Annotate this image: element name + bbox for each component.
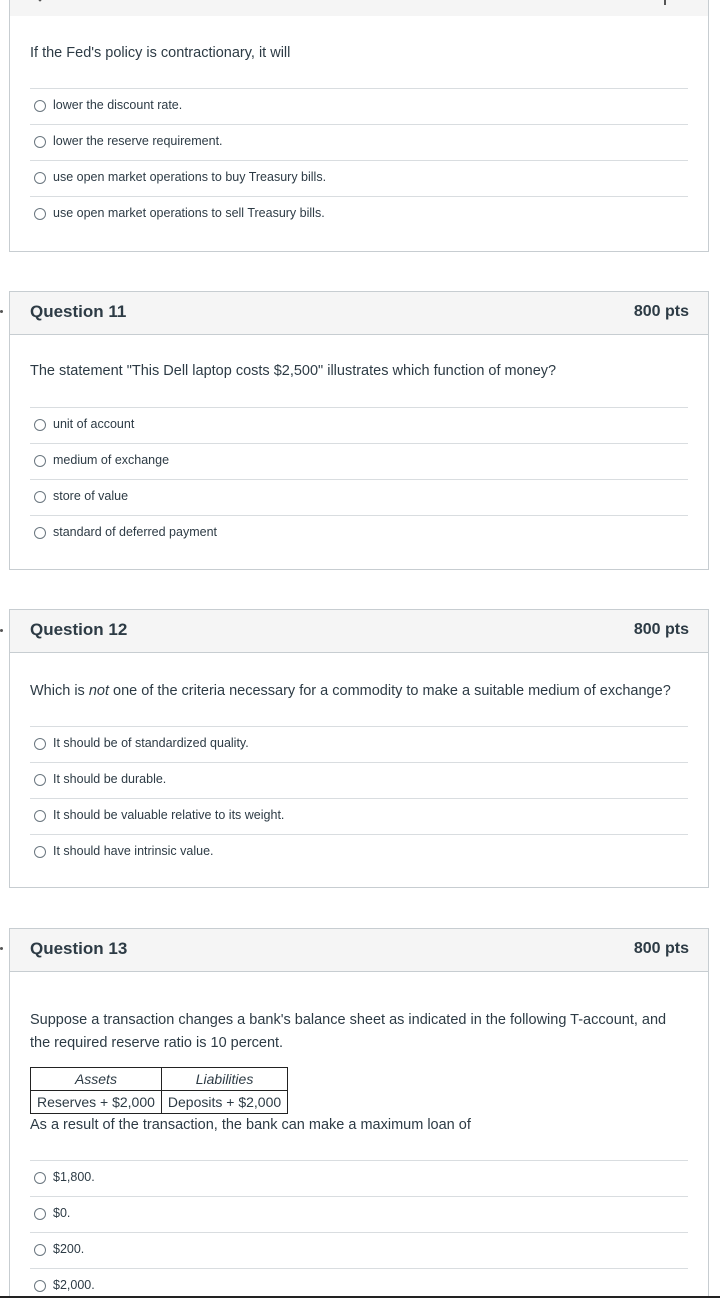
question-title: Question 11: [30, 302, 127, 321]
question-12-card: [9, 609, 709, 888]
answer-option[interactable]: medium of exchange: [30, 443, 688, 479]
radio-button[interactable]: [34, 1208, 46, 1220]
question-13-followup: As a result of the transaction, the bank can make a maximum loan of: [30, 1117, 471, 1133]
question-13-prompt: Suppose a transaction changes a bank's balance sheet as indicated in the following T-account, and the required reserve ratio is 10 percent.: [30, 1012, 667, 1051]
answer-option[interactable]: $1,800.: [30, 1160, 688, 1196]
radio-button[interactable]: [34, 419, 46, 431]
question-13-card: [9, 928, 709, 1298]
answer-option[interactable]: It should be of standardized quality.: [30, 726, 688, 762]
emphasis-not: not: [88, 683, 109, 699]
radio-button[interactable]: [34, 172, 46, 184]
question-13-answers: [30, 1160, 688, 1298]
t-account-table: [30, 1067, 288, 1114]
question-12-header: [10, 610, 708, 653]
answer-option[interactable]: It should be durable.: [30, 762, 688, 798]
question-13-header: [10, 929, 708, 972]
radio-button[interactable]: [34, 738, 46, 750]
radio-button[interactable]: [34, 810, 46, 822]
radio-button[interactable]: [34, 1244, 46, 1256]
question-10-answers: [30, 88, 688, 232]
question-title: Question 12: [30, 620, 128, 639]
answer-option[interactable]: unit of account: [30, 407, 688, 443]
t-account-assets-header: Assets: [31, 1068, 162, 1091]
t-account-assets-cell: Reserves + $2,000: [31, 1091, 162, 1114]
question-11-header: [10, 292, 708, 335]
t-account-liabilities-header: Liabilities: [161, 1068, 287, 1091]
header-tick: [664, 0, 666, 5]
question-points: 800 pts: [633, 940, 689, 957]
radio-button[interactable]: [34, 455, 46, 467]
t-account-liabilities-cell: Deposits + $2,000: [161, 1091, 287, 1114]
chevron-icon: [34, 0, 45, 2]
radio-button[interactable]: [34, 774, 46, 786]
radio-button[interactable]: [34, 1172, 46, 1184]
question-11-prompt: The statement "This Dell laptop costs $2,500" illustrates which function of money?: [30, 363, 557, 379]
side-marker: [0, 629, 3, 632]
radio-button[interactable]: [34, 136, 46, 148]
question-11-answers: [30, 407, 688, 551]
question-title: Question 13: [30, 939, 128, 958]
answer-option[interactable]: $200.: [30, 1232, 688, 1268]
answer-option[interactable]: store of value: [30, 479, 688, 515]
question-points: 800 pts: [633, 303, 689, 320]
answer-option[interactable]: use open market operations to buy Treasury bills.: [30, 160, 688, 196]
previous-question-header-edge: [9, 0, 709, 17]
question-12-answers: [30, 726, 688, 870]
question-10-card: [9, 16, 709, 252]
answer-option[interactable]: $2,000.: [30, 1268, 688, 1298]
question-points: 800 pts: [633, 621, 689, 638]
question-10-prompt: If the Fed's policy is contractionary, it will: [30, 45, 291, 61]
radio-button[interactable]: [34, 846, 46, 858]
radio-button[interactable]: [34, 527, 46, 539]
answer-option[interactable]: lower the reserve requirement.: [30, 124, 688, 160]
question-11-card: [9, 291, 709, 570]
answer-option[interactable]: standard of deferred payment: [30, 515, 688, 551]
question-12-prompt: Which is not one of the criteria necessary for a commodity to make a suitable medium of exchange?: [30, 683, 671, 699]
answer-option[interactable]: lower the discount rate.: [30, 88, 688, 124]
radio-button[interactable]: [34, 1280, 46, 1292]
radio-button[interactable]: [34, 491, 46, 503]
answer-option[interactable]: It should be valuable relative to its weight.: [30, 798, 688, 834]
radio-button[interactable]: [34, 100, 46, 112]
answer-option[interactable]: $0.: [30, 1196, 688, 1232]
radio-button[interactable]: [34, 208, 46, 220]
answer-option[interactable]: use open market operations to sell Treasury bills.: [30, 196, 688, 232]
answer-option[interactable]: It should have intrinsic value.: [30, 834, 688, 870]
side-marker: [0, 947, 3, 950]
side-marker: [0, 310, 3, 313]
